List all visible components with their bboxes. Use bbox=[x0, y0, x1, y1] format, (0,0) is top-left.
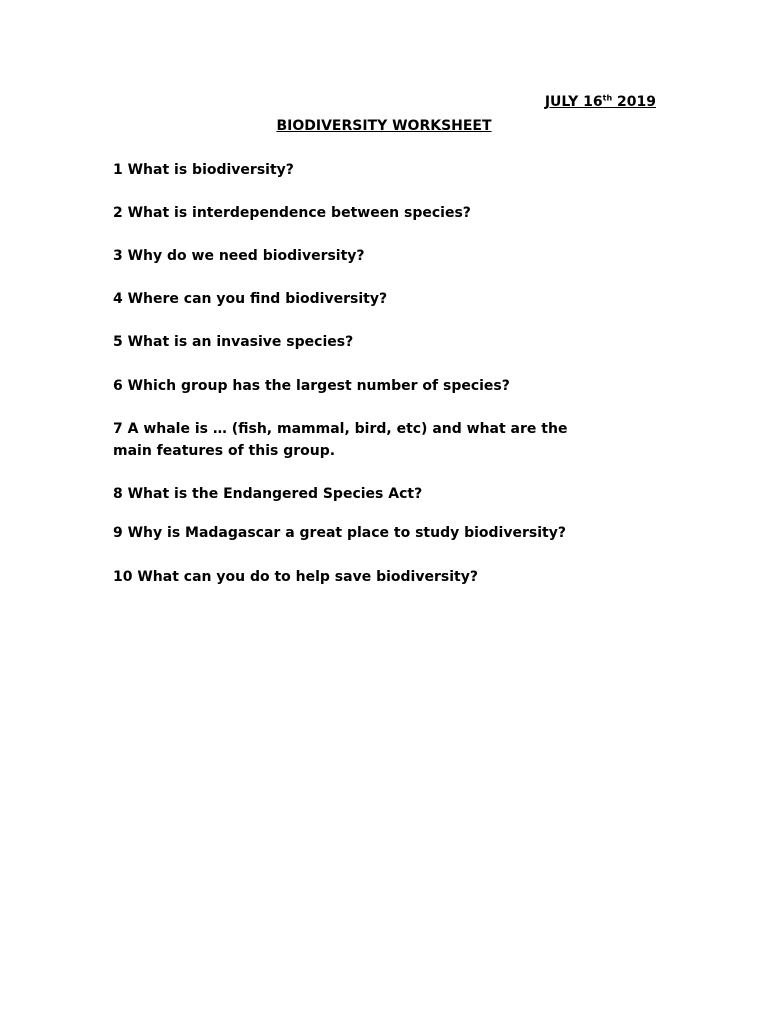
question-3: 3 Why do we need biodiversity? bbox=[113, 248, 365, 264]
question-10: 10 What can you do to help save biodiversity? bbox=[113, 569, 478, 585]
worksheet-title: BIODIVERSITY WORKSHEET bbox=[276, 118, 492, 134]
question-9: 9 Why is Madagascar a great place to study biodiversity? bbox=[113, 525, 566, 541]
question-1: 1 What is biodiversity? bbox=[113, 162, 294, 178]
question-2: 2 What is interdependence between species? bbox=[113, 205, 471, 221]
question-8: 8 What is the Endangered Species Act? bbox=[113, 486, 423, 502]
worksheet-date bbox=[545, 94, 656, 110]
date-day: JULY 16 bbox=[544, 94, 603, 110]
question-7: 7 A whale is … (fish, mammal, bird, etc) and what are the main features of this group. bbox=[113, 421, 568, 459]
question-4: 4 Where can you find biodiversity? bbox=[113, 291, 388, 307]
question-6: 6 Which group has the largest number of species? bbox=[113, 378, 510, 394]
date-ordinal-suffix: th bbox=[602, 93, 613, 103]
question-5: 5 What is an invasive species? bbox=[113, 334, 354, 350]
date-year: 2019 bbox=[612, 94, 656, 110]
